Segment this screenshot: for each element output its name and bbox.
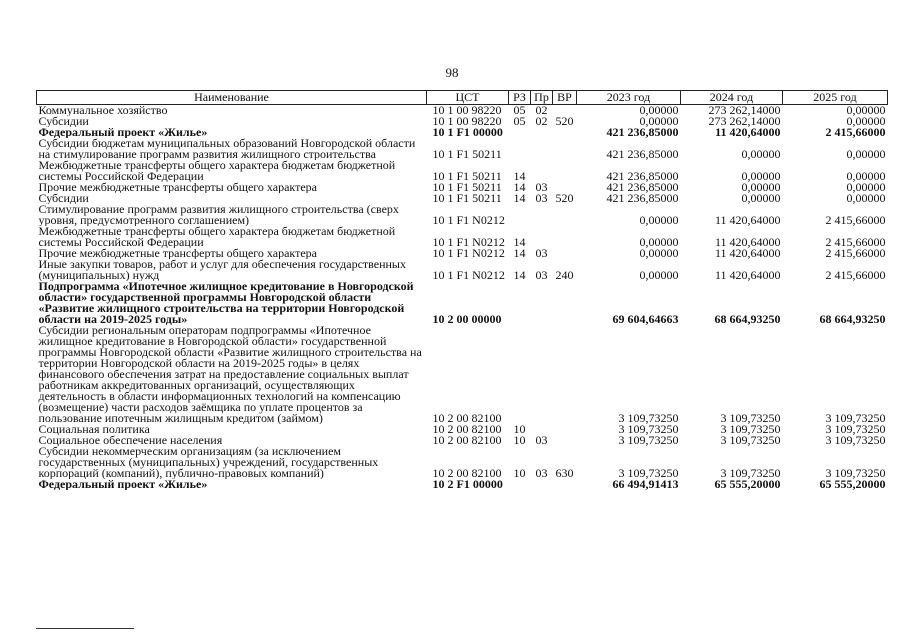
cell-vr bbox=[553, 325, 577, 424]
table-row bbox=[37, 248, 888, 259]
cell-pr: 03 bbox=[535, 248, 548, 259]
cell-vr: 240 bbox=[555, 268, 574, 281]
cell-cst: 10 1 00 98220 bbox=[432, 104, 502, 116]
cell-cst: 10 2 00 82100 bbox=[432, 411, 502, 424]
cell-vr: 520 bbox=[555, 193, 574, 204]
cell-vr: 520 bbox=[555, 116, 574, 127]
table-row bbox=[37, 281, 888, 325]
cell-2024: 3 109,73250 bbox=[720, 424, 781, 435]
cell-name: Прочие межбюджетные трансферты общего характера bbox=[38, 182, 317, 193]
table-row bbox=[37, 127, 888, 138]
table-row bbox=[37, 259, 888, 281]
cell-vr bbox=[553, 281, 577, 325]
table-row bbox=[37, 424, 888, 435]
cell-pr: 03 bbox=[535, 182, 548, 193]
cell-name: Субсидии bbox=[38, 193, 89, 204]
cell-cst: 10 2 00 82100 bbox=[432, 435, 502, 446]
cell-2023: 66 494,91413 bbox=[612, 479, 679, 490]
cell-2023: 3 109,73250 bbox=[618, 424, 679, 435]
cell-2025: 3 109,73250 bbox=[825, 411, 886, 424]
cell-name: Федеральный проект «Жилье» bbox=[38, 127, 208, 138]
cell-2025: 2 415,66000 bbox=[825, 213, 886, 226]
cell-name: Подпрограмма «Ипотечное жилищное кредитование в Новгородской области» государственной программы Новгородской области «Развитие жилищного строительства на территории Новгородской области на 2019-2025 годы» bbox=[38, 281, 414, 325]
table-row bbox=[37, 138, 888, 160]
cell-pr: 03 bbox=[535, 193, 548, 204]
cell-vr bbox=[553, 127, 577, 138]
header-name: Наименование bbox=[37, 91, 427, 105]
cell-pr bbox=[531, 479, 553, 490]
cell-2024: 11 420,64000 bbox=[714, 248, 781, 259]
table-row bbox=[37, 193, 888, 204]
cell-2025: 0,00000 bbox=[846, 169, 886, 182]
header-vr: ВР bbox=[553, 91, 577, 105]
cell-name: Прочие межбюджетные трансферты общего характера bbox=[38, 248, 317, 259]
cell-2024: 65 555,20000 bbox=[714, 479, 781, 490]
cell-pr bbox=[531, 424, 553, 435]
cell-vr bbox=[553, 248, 577, 259]
cell-rz: 14 bbox=[513, 169, 526, 182]
cell-2023: 0,00000 bbox=[639, 213, 679, 226]
cell-2025: 0,00000 bbox=[846, 193, 886, 204]
cell-2023: 0,00000 bbox=[639, 248, 679, 259]
cell-2025: 2 415,66000 bbox=[825, 127, 886, 138]
cell-name: Субсидии региональным операторам подпрограммы «Ипотечное жилищное кредитование в Новгородской области» государственной программы Новгородской области «Развитие жилищного строительства на территории Новгородской области на 2019-2025 годы» в целях финансового обеспечения затрат на предоставление социальных выплат работникам аккредитованных организаций, осуществляющих деятельность в области информационных технологий на компенсацию (возмещение) части расходов заёмщика по уплате процентов за пользование ипотечным жилищным кредитом (займом) bbox=[38, 325, 422, 424]
cell-rz: 14 bbox=[513, 193, 526, 204]
cell-2023: 421 236,85000 bbox=[606, 127, 679, 138]
cell-2025: 0,00000 bbox=[846, 104, 886, 116]
cell-rz: 14 bbox=[513, 235, 526, 248]
cell-vr bbox=[553, 204, 577, 226]
cell-2024: 11 420,64000 bbox=[715, 127, 781, 138]
cell-name: Субсидии бюджетам муниципальных образований Новгородской области на стимулирование программ развития жилищного строительства bbox=[38, 138, 416, 160]
cell-rz: 05 bbox=[513, 104, 526, 116]
cell-2025: 0,00000 bbox=[846, 147, 886, 160]
cell-cst: 10 1 F1 N0212 bbox=[432, 213, 505, 226]
cell-2025: 65 555,20000 bbox=[819, 479, 886, 490]
cell-vr bbox=[553, 226, 577, 248]
cell-2025: 3 109,73250 bbox=[825, 466, 886, 479]
cell-2025: 2 415,66000 bbox=[825, 248, 886, 259]
cell-2024: 0,00000 bbox=[741, 182, 781, 193]
table-row bbox=[37, 479, 888, 490]
cell-2023: 3 109,73250 bbox=[618, 466, 679, 479]
cell-pr: 03 bbox=[535, 435, 548, 446]
cell-2025: 68 664,93250 bbox=[819, 312, 886, 325]
cell-2023: 421 236,85000 bbox=[606, 147, 679, 160]
cell-rz: 14 bbox=[513, 248, 526, 259]
cell-cst: 10 1 F1 50211 bbox=[432, 147, 502, 160]
cell-2024: 3 109,73250 bbox=[720, 411, 781, 424]
header-cst: ЦСТ bbox=[427, 91, 509, 105]
cell-cst: 10 1 F1 N0212 bbox=[432, 268, 505, 281]
cell-vr bbox=[553, 435, 577, 446]
cell-vr bbox=[553, 138, 577, 160]
cell-2024: 0,00000 bbox=[741, 169, 781, 182]
cell-rz bbox=[509, 281, 531, 325]
table-row bbox=[37, 116, 888, 127]
cell-2023: 3 109,73250 bbox=[618, 435, 679, 446]
cell-vr bbox=[553, 424, 577, 435]
cell-vr bbox=[553, 182, 577, 193]
cell-name: Межбюджетные трансферты общего характера бюджетам бюджетной системы Российской Федерации bbox=[38, 226, 396, 248]
cell-name: Стимулирование программ развития жилищного строительства (сверх уровня, предусмотренного соглашением) bbox=[38, 204, 399, 226]
cell-name: Межбюджетные трансферты общего характера бюджетам бюджетной системы Российской Федерации bbox=[38, 160, 396, 182]
cell-2023: 69 604,64663 bbox=[612, 312, 679, 325]
budget-table bbox=[36, 90, 888, 490]
table-body bbox=[37, 105, 888, 491]
cell-rz: 14 bbox=[513, 268, 526, 281]
cell-vr bbox=[553, 479, 577, 490]
cell-pr: 02 bbox=[535, 104, 548, 116]
cell-2025: 0,00000 bbox=[846, 116, 886, 127]
cell-name: Иные закупки товаров, работ и услуг для обеспечения государственных (муниципальных) нужд bbox=[38, 259, 406, 281]
cell-cst: 10 1 F1 00000 bbox=[432, 127, 503, 138]
cell-2023: 421 236,85000 bbox=[606, 182, 679, 193]
cell-pr: 03 bbox=[535, 268, 548, 281]
cell-name: Социальная политика bbox=[38, 424, 150, 435]
cell-2023: 0,00000 bbox=[639, 268, 679, 281]
cell-2023: 0,00000 bbox=[639, 116, 679, 127]
header-2024: 2024 год bbox=[681, 91, 783, 105]
cell-cst: 10 1 00 98220 bbox=[432, 116, 502, 127]
table-row bbox=[37, 325, 888, 424]
header-2025: 2025 год bbox=[783, 91, 888, 105]
cell-name: Федеральный проект «Жилье» bbox=[38, 479, 208, 490]
cell-cst: 10 1 F1 N0212 bbox=[432, 248, 505, 259]
cell-name: Социальное обеспечение населения bbox=[38, 435, 223, 446]
cell-2024: 11 420,64000 bbox=[714, 268, 781, 281]
cell-2025: 3 109,73250 bbox=[825, 435, 886, 446]
table-row bbox=[37, 160, 888, 182]
cell-2024: 3 109,73250 bbox=[720, 466, 781, 479]
table-row bbox=[37, 226, 888, 248]
table-row bbox=[37, 446, 888, 479]
cell-2023: 0,00000 bbox=[639, 104, 679, 116]
page-number: 98 bbox=[445, 65, 459, 80]
cell-name: Субсидии некоммерческим организациям (за исключением государственных (муниципальных) учреждений, государственных корпораций (компаний), публично-правовых компаний) bbox=[38, 446, 379, 479]
cell-rz: 10 bbox=[513, 466, 526, 479]
header-rz: РЗ bbox=[509, 91, 531, 105]
cell-2023: 0,00000 bbox=[639, 235, 679, 248]
cell-2024: 273 262,14000 bbox=[708, 104, 781, 116]
cell-pr bbox=[531, 325, 553, 424]
cell-vr bbox=[553, 160, 577, 182]
cell-2024: 11 420,64000 bbox=[714, 213, 781, 226]
cell-2025: 2 415,66000 bbox=[825, 268, 886, 281]
cell-pr: 03 bbox=[535, 466, 548, 479]
cell-2024: 68 664,93250 bbox=[714, 312, 781, 325]
cell-rz bbox=[509, 204, 531, 226]
cell-name: Коммунальное хозяйство bbox=[38, 104, 168, 116]
cell-cst: 10 1 F1 50211 bbox=[432, 193, 502, 204]
cell-2024: 0,00000 bbox=[741, 147, 781, 160]
cell-vr: 630 bbox=[555, 466, 574, 479]
cell-name: Субсидии bbox=[38, 116, 89, 127]
cell-pr bbox=[531, 127, 553, 138]
cell-pr bbox=[531, 138, 553, 160]
cell-rz bbox=[509, 138, 531, 160]
footnote-divider bbox=[36, 628, 134, 629]
cell-2023: 421 236,85000 bbox=[606, 193, 679, 204]
cell-rz: 14 bbox=[513, 182, 526, 193]
header-pr: Пр bbox=[531, 91, 553, 105]
cell-vr bbox=[553, 105, 577, 117]
cell-rz: 10 bbox=[513, 424, 526, 435]
cell-2024: 0,00000 bbox=[741, 193, 781, 204]
cell-2025: 0,00000 bbox=[846, 182, 886, 193]
cell-rz: 10 bbox=[513, 435, 526, 446]
table-row bbox=[37, 435, 888, 446]
cell-cst: 10 2 F1 00000 bbox=[432, 479, 503, 490]
cell-2025: 3 109,73250 bbox=[825, 424, 886, 435]
cell-rz: 05 bbox=[513, 116, 526, 127]
cell-cst: 10 2 00 82100 bbox=[432, 466, 502, 479]
cell-cst: 10 1 F1 50211 bbox=[432, 169, 502, 182]
cell-pr: 02 bbox=[535, 116, 548, 127]
table-header-row bbox=[37, 91, 888, 105]
cell-pr bbox=[531, 204, 553, 226]
table-row bbox=[37, 182, 888, 193]
header-2023: 2023 год bbox=[577, 91, 681, 105]
table-row bbox=[37, 105, 888, 117]
cell-2023: 421 236,85000 bbox=[606, 169, 679, 182]
cell-2024: 11 420,64000 bbox=[714, 235, 781, 248]
cell-cst: 10 2 00 00000 bbox=[432, 312, 502, 325]
table-row bbox=[37, 204, 888, 226]
cell-rz bbox=[509, 479, 531, 490]
cell-cst: 10 2 00 82100 bbox=[432, 424, 502, 435]
cell-pr bbox=[531, 281, 553, 325]
cell-2025: 2 415,66000 bbox=[825, 235, 886, 248]
cell-rz bbox=[509, 127, 531, 138]
cell-2024: 3 109,73250 bbox=[720, 435, 781, 446]
cell-2023: 3 109,73250 bbox=[618, 411, 679, 424]
cell-pr bbox=[531, 160, 553, 182]
cell-cst: 10 1 F1 50211 bbox=[432, 182, 502, 193]
cell-rz bbox=[509, 325, 531, 424]
cell-cst: 10 1 F1 N0212 bbox=[432, 235, 505, 248]
cell-pr bbox=[531, 226, 553, 248]
cell-2024: 273 262,14000 bbox=[708, 116, 781, 127]
